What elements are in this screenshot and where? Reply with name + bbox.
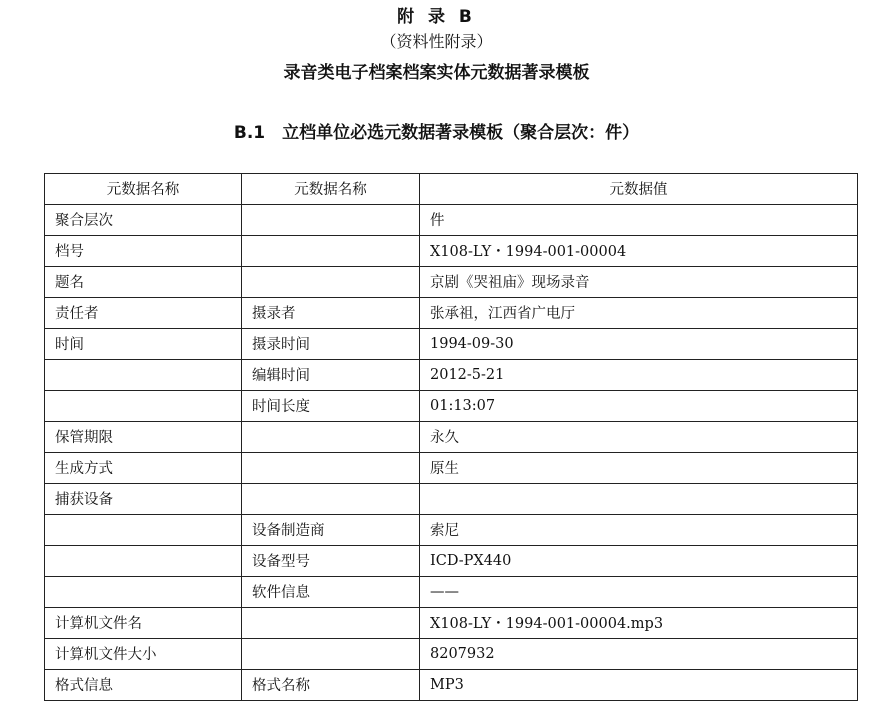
- element-name-cell: 责任者: [45, 297, 242, 328]
- sub-element-name-cell: 编辑时间: [242, 359, 420, 390]
- value-cell: [420, 483, 858, 514]
- value-cell: 京剧《哭祖庙》现场录音: [420, 266, 858, 297]
- value-cell: 永久: [420, 421, 858, 452]
- element-name-cell: 格式信息: [45, 669, 242, 700]
- header-cell-sub-element-name: 元数据名称: [242, 174, 420, 205]
- table-row: [45, 483, 858, 514]
- table-row: [45, 390, 858, 421]
- metadata-table: [44, 173, 858, 701]
- table-row: [45, 607, 858, 638]
- appendix-label: 附 录 B: [397, 7, 476, 27]
- element-name-cell: 聚合层次: [45, 204, 242, 235]
- value-cell: MP3: [420, 669, 858, 700]
- value-cell: 件: [420, 204, 858, 235]
- section-heading: B.1 立档单位必选元数据著录模板（聚合层次：件）: [233, 123, 640, 143]
- element-name-cell: [45, 390, 242, 421]
- header-cell-value: 元数据值: [420, 174, 858, 205]
- sub-element-name-cell: [242, 204, 420, 235]
- sub-element-name-cell: 摄录者: [242, 297, 420, 328]
- sub-element-name-cell: 设备制造商: [242, 514, 420, 545]
- table-row: [45, 638, 858, 669]
- sub-element-name-cell: [242, 452, 420, 483]
- sub-element-name-cell: [242, 483, 420, 514]
- value-cell: 1994-09-30: [420, 328, 858, 359]
- value-cell: 8207932: [420, 638, 858, 669]
- sub-element-name-cell: [242, 638, 420, 669]
- element-name-cell: 时间: [45, 328, 242, 359]
- value-cell: 张承祖，江西省广电厅: [420, 297, 858, 328]
- value-cell: 索尼: [420, 514, 858, 545]
- element-name-cell: 捕获设备: [45, 483, 242, 514]
- table-row: [45, 421, 858, 452]
- table-row: [45, 297, 858, 328]
- table-row: [45, 266, 858, 297]
- value-cell: X108-LY・1994-001-00004: [420, 235, 858, 266]
- table-row: [45, 359, 858, 390]
- table-row: [45, 545, 858, 576]
- value-cell: 原生: [420, 452, 858, 483]
- element-name-cell: 档号: [45, 235, 242, 266]
- value-cell: ——: [420, 576, 858, 607]
- element-name-cell: [45, 545, 242, 576]
- document-title: 录音类电子档案档案实体元数据著录模板: [283, 63, 590, 83]
- table-row: [45, 514, 858, 545]
- table-row: [45, 235, 858, 266]
- element-name-cell: 计算机文件大小: [45, 638, 242, 669]
- header-cell-element-name: 元数据名称: [45, 174, 242, 205]
- table-header-row: [45, 174, 858, 205]
- table-row: [45, 328, 858, 359]
- value-cell: 2012-5-21: [420, 359, 858, 390]
- element-name-cell: [45, 576, 242, 607]
- element-name-cell: 题名: [45, 266, 242, 297]
- table-row: [45, 669, 858, 700]
- appendix-type-note: （资料性附录）: [380, 32, 493, 51]
- sub-element-name-cell: 摄录时间: [242, 328, 420, 359]
- sub-element-name-cell: 时间长度: [242, 390, 420, 421]
- table-row: [45, 576, 858, 607]
- sub-element-name-cell: 设备型号: [242, 545, 420, 576]
- value-cell: 01:13:07: [420, 390, 858, 421]
- table-row: [45, 204, 858, 235]
- sub-element-name-cell: [242, 607, 420, 638]
- element-name-cell: [45, 359, 242, 390]
- sub-element-name-cell: 软件信息: [242, 576, 420, 607]
- sub-element-name-cell: [242, 421, 420, 452]
- sub-element-name-cell: [242, 235, 420, 266]
- element-name-cell: 计算机文件名: [45, 607, 242, 638]
- table-row: [45, 452, 858, 483]
- value-cell: X108-LY・1994-001-00004.mp3: [420, 607, 858, 638]
- value-cell: ICD-PX440: [420, 545, 858, 576]
- element-name-cell: 生成方式: [45, 452, 242, 483]
- element-name-cell: 保管期限: [45, 421, 242, 452]
- sub-element-name-cell: 格式名称: [242, 669, 420, 700]
- sub-element-name-cell: [242, 266, 420, 297]
- element-name-cell: [45, 514, 242, 545]
